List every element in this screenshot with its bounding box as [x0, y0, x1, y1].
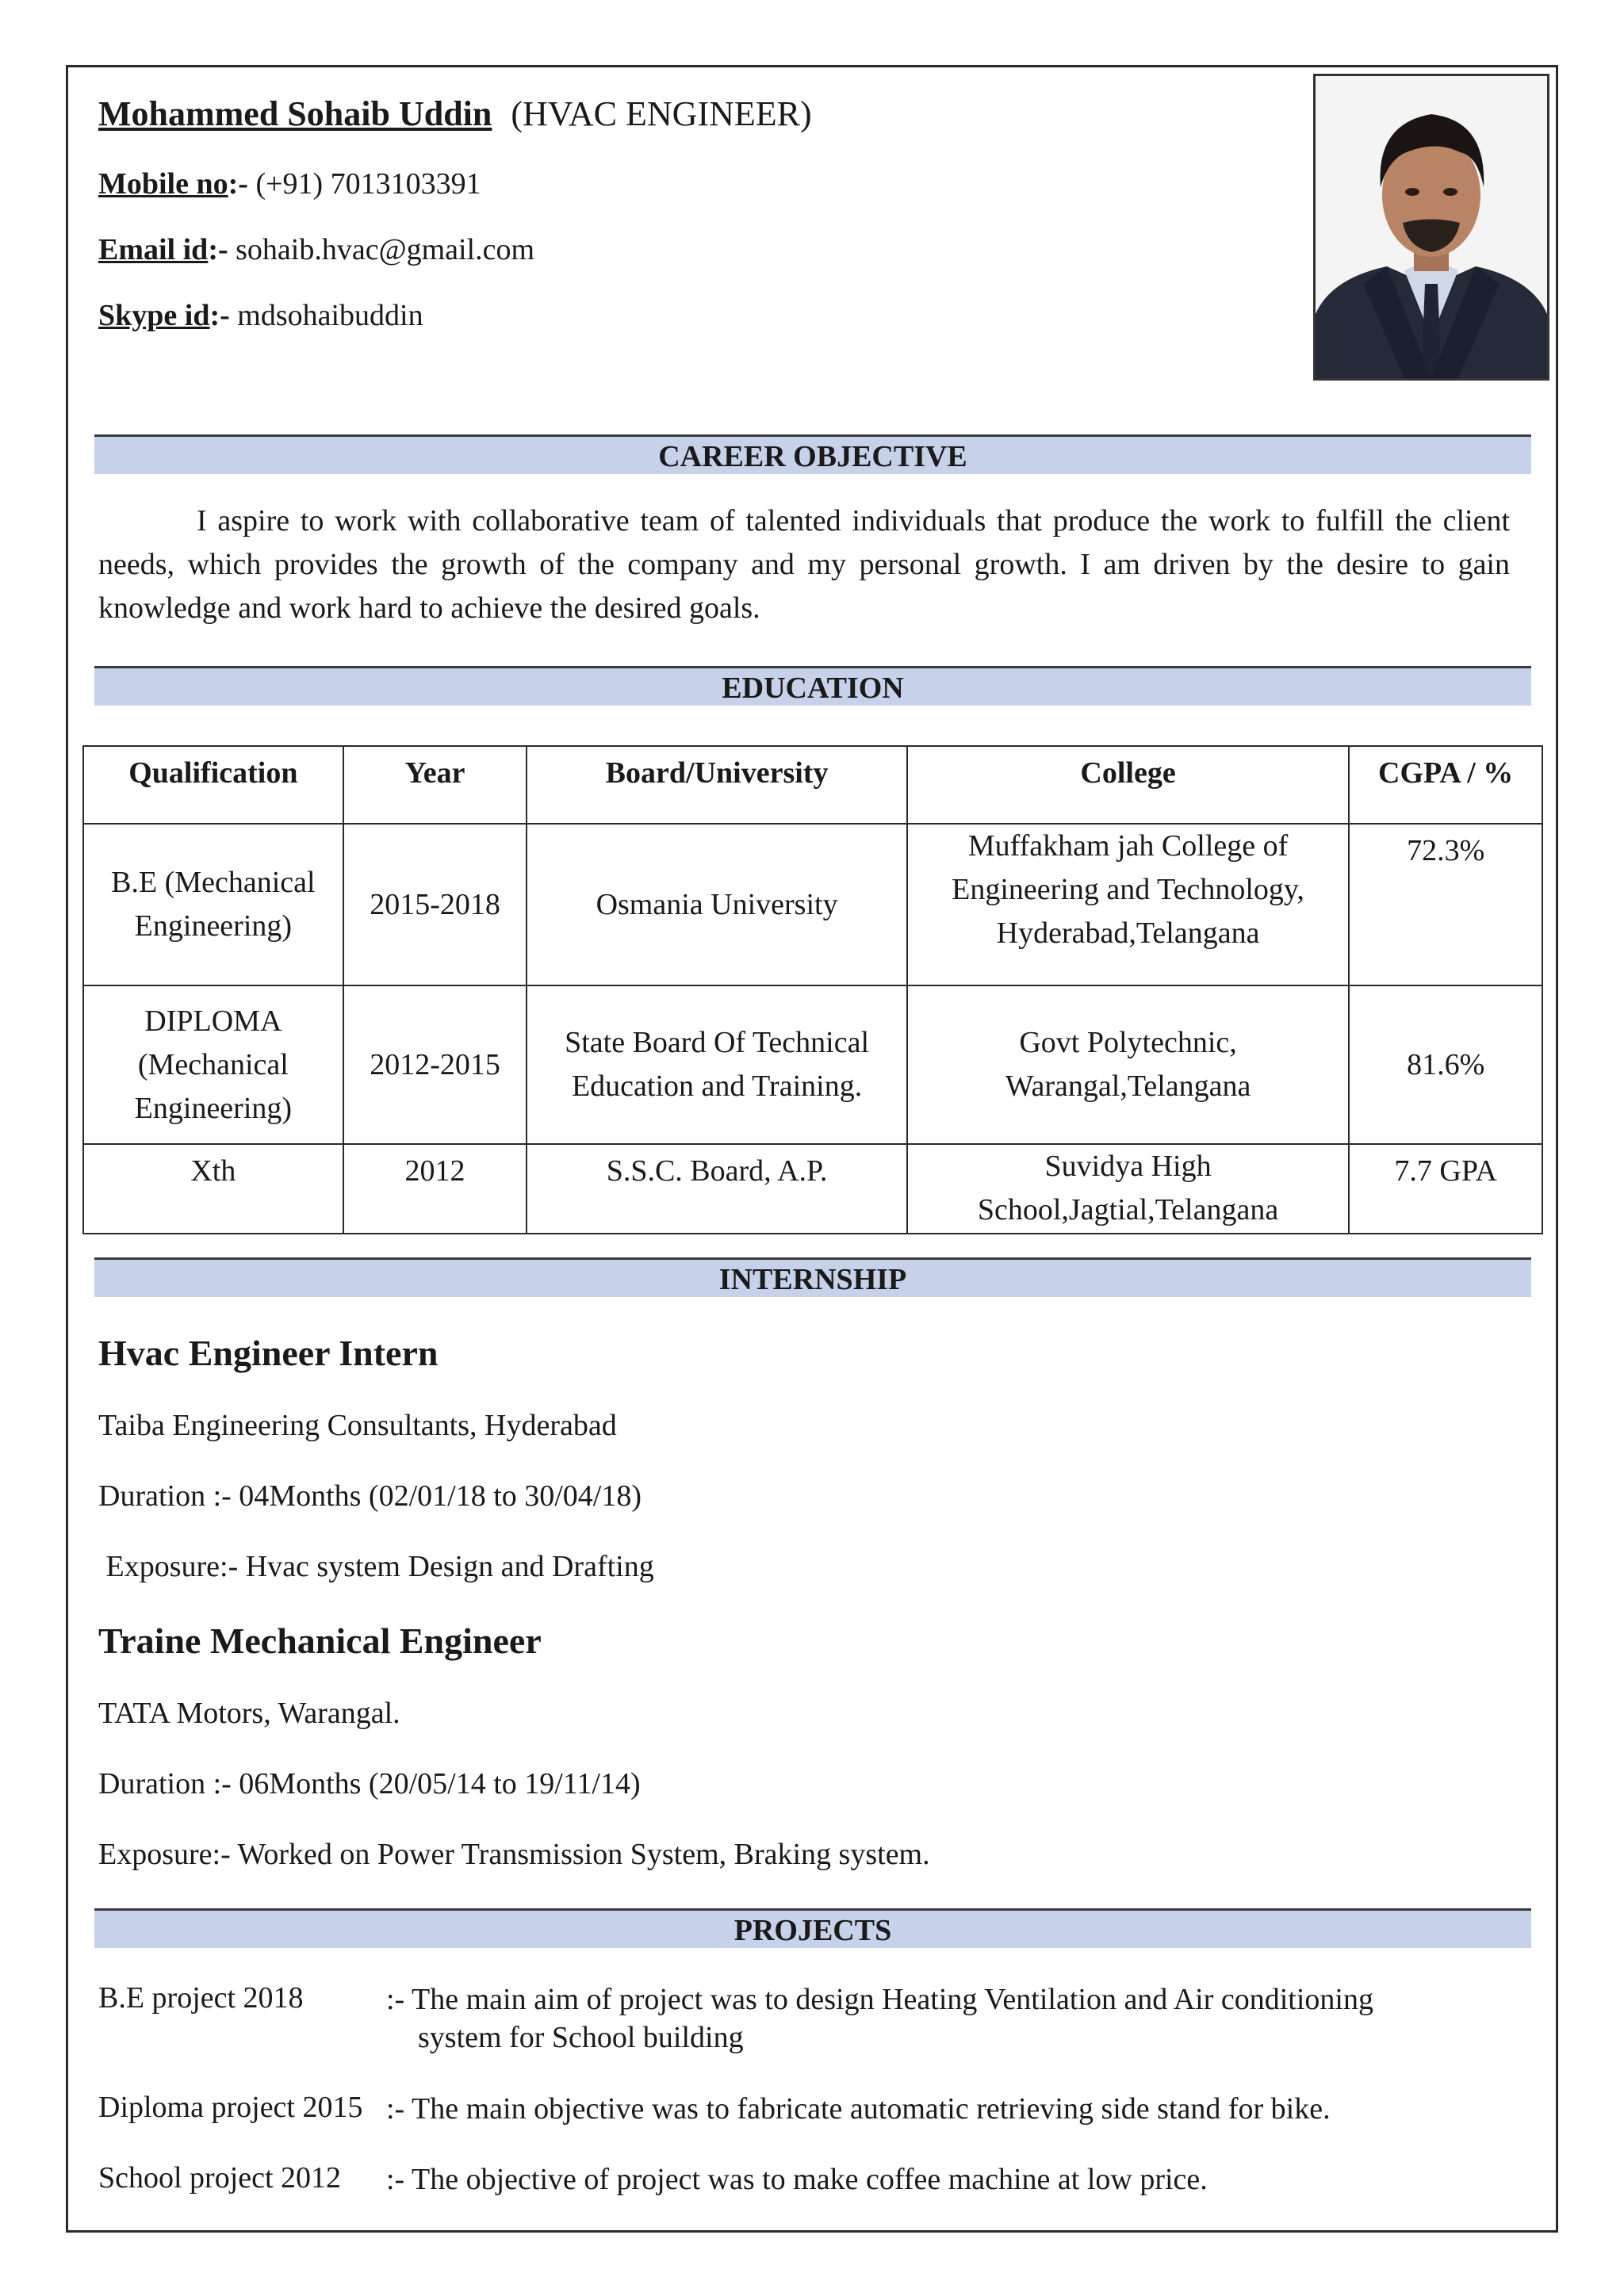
- project-description: [386, 1980, 1544, 2057]
- education-table: [82, 745, 1543, 1234]
- internship-duration: Duration :- 06Months (20/05/14 to 19/11/14): [98, 1767, 641, 1800]
- table-cell: Suvidya High School,Jagtial,Telangana: [907, 1144, 1350, 1234]
- education-header: EDUCATION: [94, 666, 1531, 706]
- table-cell: DIPLOMA (Mechanical Engineering): [83, 985, 343, 1144]
- profile-photo: [1313, 74, 1549, 381]
- column-header: College: [907, 746, 1350, 824]
- table-cell: 2015-2018: [343, 824, 527, 985]
- candidate-role: (HVAC ENGINEER): [511, 94, 812, 133]
- internship-title: Hvac Engineer Intern: [98, 1333, 439, 1373]
- internship-header: INTERNSHIP: [94, 1257, 1531, 1297]
- email-line: [98, 232, 534, 267]
- table-cell: 7.7 GPA: [1349, 1144, 1542, 1234]
- email-value: sohaib.hvac@gmail.com: [228, 233, 535, 266]
- skype-line: [98, 298, 423, 333]
- table-cell: 2012-2015: [343, 985, 527, 1144]
- project-description-line: system for School building: [418, 2021, 744, 2054]
- project-label: School project 2012: [98, 2161, 342, 2195]
- table-cell: 72.3%: [1349, 824, 1542, 985]
- table-cell: State Board Of Technical Education and Training.: [527, 985, 906, 1144]
- skype-separator: :-: [209, 299, 230, 332]
- table-row: [83, 985, 1542, 1144]
- career-objective-text: [98, 499, 1510, 630]
- table-cell: 81.6%: [1349, 985, 1542, 1144]
- table-cell: S.S.C. Board, A.P.: [527, 1144, 906, 1234]
- projects-header: PROJECTS: [94, 1908, 1531, 1948]
- table-cell: Muffakham jah College of Engineering and Technology, Hyderabad,Telangana: [907, 824, 1350, 985]
- internship-duration: Duration :- 04Months (02/01/18 to 30/04/18): [98, 1479, 642, 1513]
- candidate-name: Mohammed Sohaib Uddin: [98, 94, 492, 133]
- table-header-row: [83, 746, 1542, 824]
- table-cell: B.E (Mechanical Engineering): [83, 824, 343, 985]
- career-objective-header: CAREER OBJECTIVE: [94, 434, 1531, 474]
- table-cell: Osmania University: [527, 824, 906, 985]
- table-cell: Xth: [83, 1144, 343, 1234]
- email-label: Email id: [98, 233, 209, 266]
- career-objective-body: I aspire to work with collaborative team of talented individuals that produce the work to fulfill the client needs, which provides the growth of the company and my personal growth. I am driven by the desire to gain knowledge and work hard to achieve the desired goals.: [98, 504, 1510, 625]
- project-description: :- The objective of project was to make coffee machine at low price.: [386, 2163, 1208, 2196]
- column-header: Year: [343, 746, 527, 824]
- project-label: Diploma project 2015: [98, 2091, 363, 2124]
- internship-exposure: Exposure:- Worked on Power Transmission System, Braking system.: [98, 1838, 930, 1871]
- table-cell: 2012: [343, 1144, 527, 1234]
- project-description: :- The main objective was to fabricate automatic retrieving side stand for bike.: [386, 2092, 1331, 2126]
- column-header: Qualification: [83, 746, 343, 824]
- name-line: [98, 94, 812, 134]
- mobile-value: (+91) 7013103391: [247, 167, 481, 201]
- internship-company: Taiba Engineering Consultants, Hyderabad: [98, 1409, 617, 1442]
- project-label: B.E project 2018: [98, 1981, 304, 2015]
- table-row: [83, 824, 1542, 985]
- project-description-line: :- The main aim of project was to design Heating Ventilation and Air conditioning: [386, 1983, 1373, 2016]
- table-cell: Govt Polytechnic, Warangal,Telangana: [907, 985, 1350, 1144]
- mobile-line: [98, 166, 481, 201]
- internship-title: Traine Mechanical Engineer: [98, 1621, 542, 1661]
- skype-value: mdsohaibuddin: [229, 299, 423, 332]
- portrait-illustration: [1316, 76, 1547, 378]
- internship-company: TATA Motors, Warangal.: [98, 1697, 400, 1730]
- table-row: [83, 1144, 1542, 1234]
- internship-exposure: Exposure:- Hvac system Design and Drafting: [98, 1550, 654, 1583]
- column-header: CGPA / %: [1349, 746, 1542, 824]
- email-separator: :-: [208, 233, 228, 266]
- column-header: Board/University: [527, 746, 906, 824]
- mobile-separator: :-: [228, 167, 248, 201]
- mobile-label: Mobile no: [98, 167, 228, 201]
- skype-label: Skype id: [98, 299, 210, 332]
